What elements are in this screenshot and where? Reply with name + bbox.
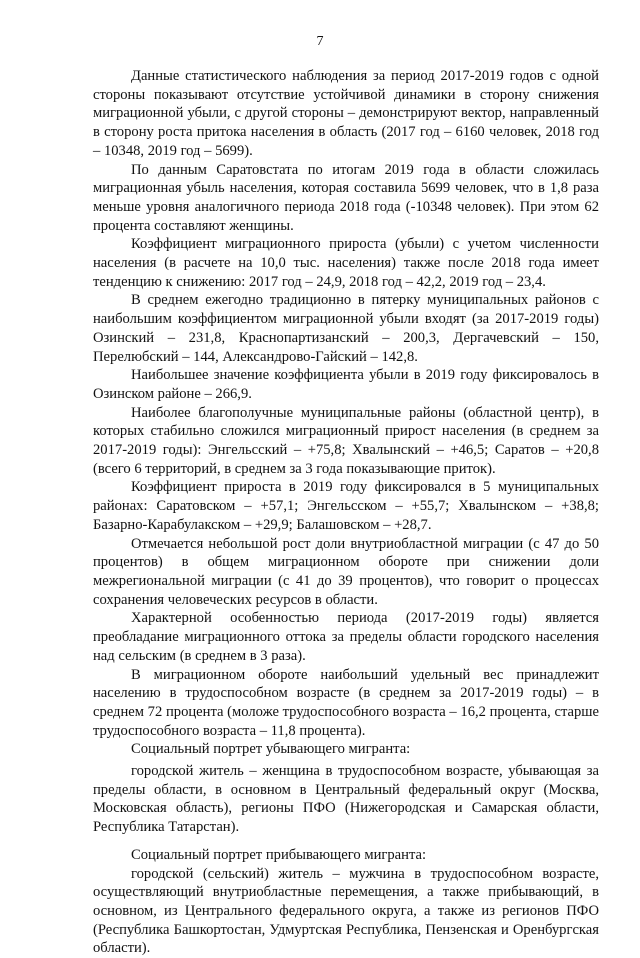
paragraph-intraregional-share: Отмечается небольшой рост доли внутриобластной миграции (с 47 до 50 процентов) в общем миграционном обороте при снижении доли межрегиональной миграции (с 41 до 39 процентов), что говорит о процессах сохранения человеческих ресурсов в области. <box>93 535 599 608</box>
paragraph-migration-coefficient: Коэффициент миграционного прироста (убыли) с учетом численности населения (в расчете на 10,0 тыс. населения) также после 2018 года имеет тенденцию к снижению: 2017 год – 24,9, 2018 год – 42,2, 2019 год – 23,4. <box>93 236 599 290</box>
paragraph-incoming-portrait: городской (сельский) житель – мужчина в трудоспособном возрасте, осуществляющий внутриобластные перемещения, а также прибывающий, в основном, из Центрального федерального округа, а также из регионов ПФО (Республика Башкортостан, Удмуртская Республика, Пензенская и Оренбургская области). <box>93 865 599 957</box>
document-body <box>93 67 599 958</box>
paragraph-top-five-decline: В среднем ежегодно традиционно в пятерку муниципальных районов с наибольшим коэффициентом миграционной убыли входят (за 2017-2019 годы) Озинский – 231,8, Краснопартизанский – 200,3, Дергачевский – 150, Перелюбский – 144, Александрово-Гайский – 142,8. <box>93 292 599 365</box>
paragraph-outgoing-portrait: городской житель – женщина в трудоспособном возрасте, убывающая за пределы области, в основном в Центральный федеральный округ (Москва, Московская область), регионы ПФО (Нижегородская и Самарская области, Республика Татарстан). <box>93 763 599 836</box>
paragraph-growth-2019: Коэффициент прироста в 2019 году фиксировался в 5 муниципальных районах: Саратовском – +57,1; Энгельсском – +55,7; Хвалынском – +38,8; Базарно-Карабулакском – +29,9; Балашовском – +28,7. <box>93 479 599 533</box>
page-number: 7 <box>316 34 324 49</box>
paragraph-migration-dynamics: Данные статистического наблюдения за период 2017-2019 годов с одной стороны показывают отсутствие устойчивой динамики в сторону снижения миграционной убыли, с другой стороны – демонстрируют вектор, направленный в сторону роста притока населения в область (2017 год – 6160 человек, 2018 год – 10348, 2019 год – 5699). <box>93 68 599 159</box>
paragraph-incoming-portrait-heading: Социальный портрет прибывающего мигранта: <box>131 846 427 863</box>
paragraph-working-age: В миграционном обороте наибольший удельный вес принадлежит населению в трудоспособном возрасте (в среднем за 2017-2019 годы) – в среднем 72 процента (моложе трудоспособного возраста – 16,2 процента, старше трудоспособного возраста – 11,8 процента). <box>93 666 599 739</box>
paragraph-outgoing-portrait-heading: Социальный портрет убывающего мигранта: <box>131 741 411 758</box>
paragraph-urban-outflow: Характерной особенностью периода (2017-2019 годы) является преобладание миграционного оттока за пределы области городского населения над сельским (в среднем в 3 раза). <box>93 610 599 664</box>
paragraph-ozinsky-max: Наибольшее значение коэффициента убыли в 2019 году фиксировалось в Озинском районе – 266,9. <box>93 367 599 402</box>
paragraph-favorable-districts: Наиболее благополучные муниципальные районы (областной центр), в которых стабильно сложился миграционный прирост населения (в среднем за 2017-2019 годы): Энгельсский – +75,8; Хвалынский – +46,5; Саратов – +20,8 (всего 6 территорий, в среднем за 3 года показывающие приток). <box>93 404 599 477</box>
paragraph-saratovstat-2019: По данным Саратовстата по итогам 2019 года в области сложилась миграционная убыль населения, которая составила 5699 человек, что в 1,8 раза меньше уровня аналогичного периода 2018 года (-10348 человек). При этом 62 процента составляют женщины. <box>93 161 599 234</box>
